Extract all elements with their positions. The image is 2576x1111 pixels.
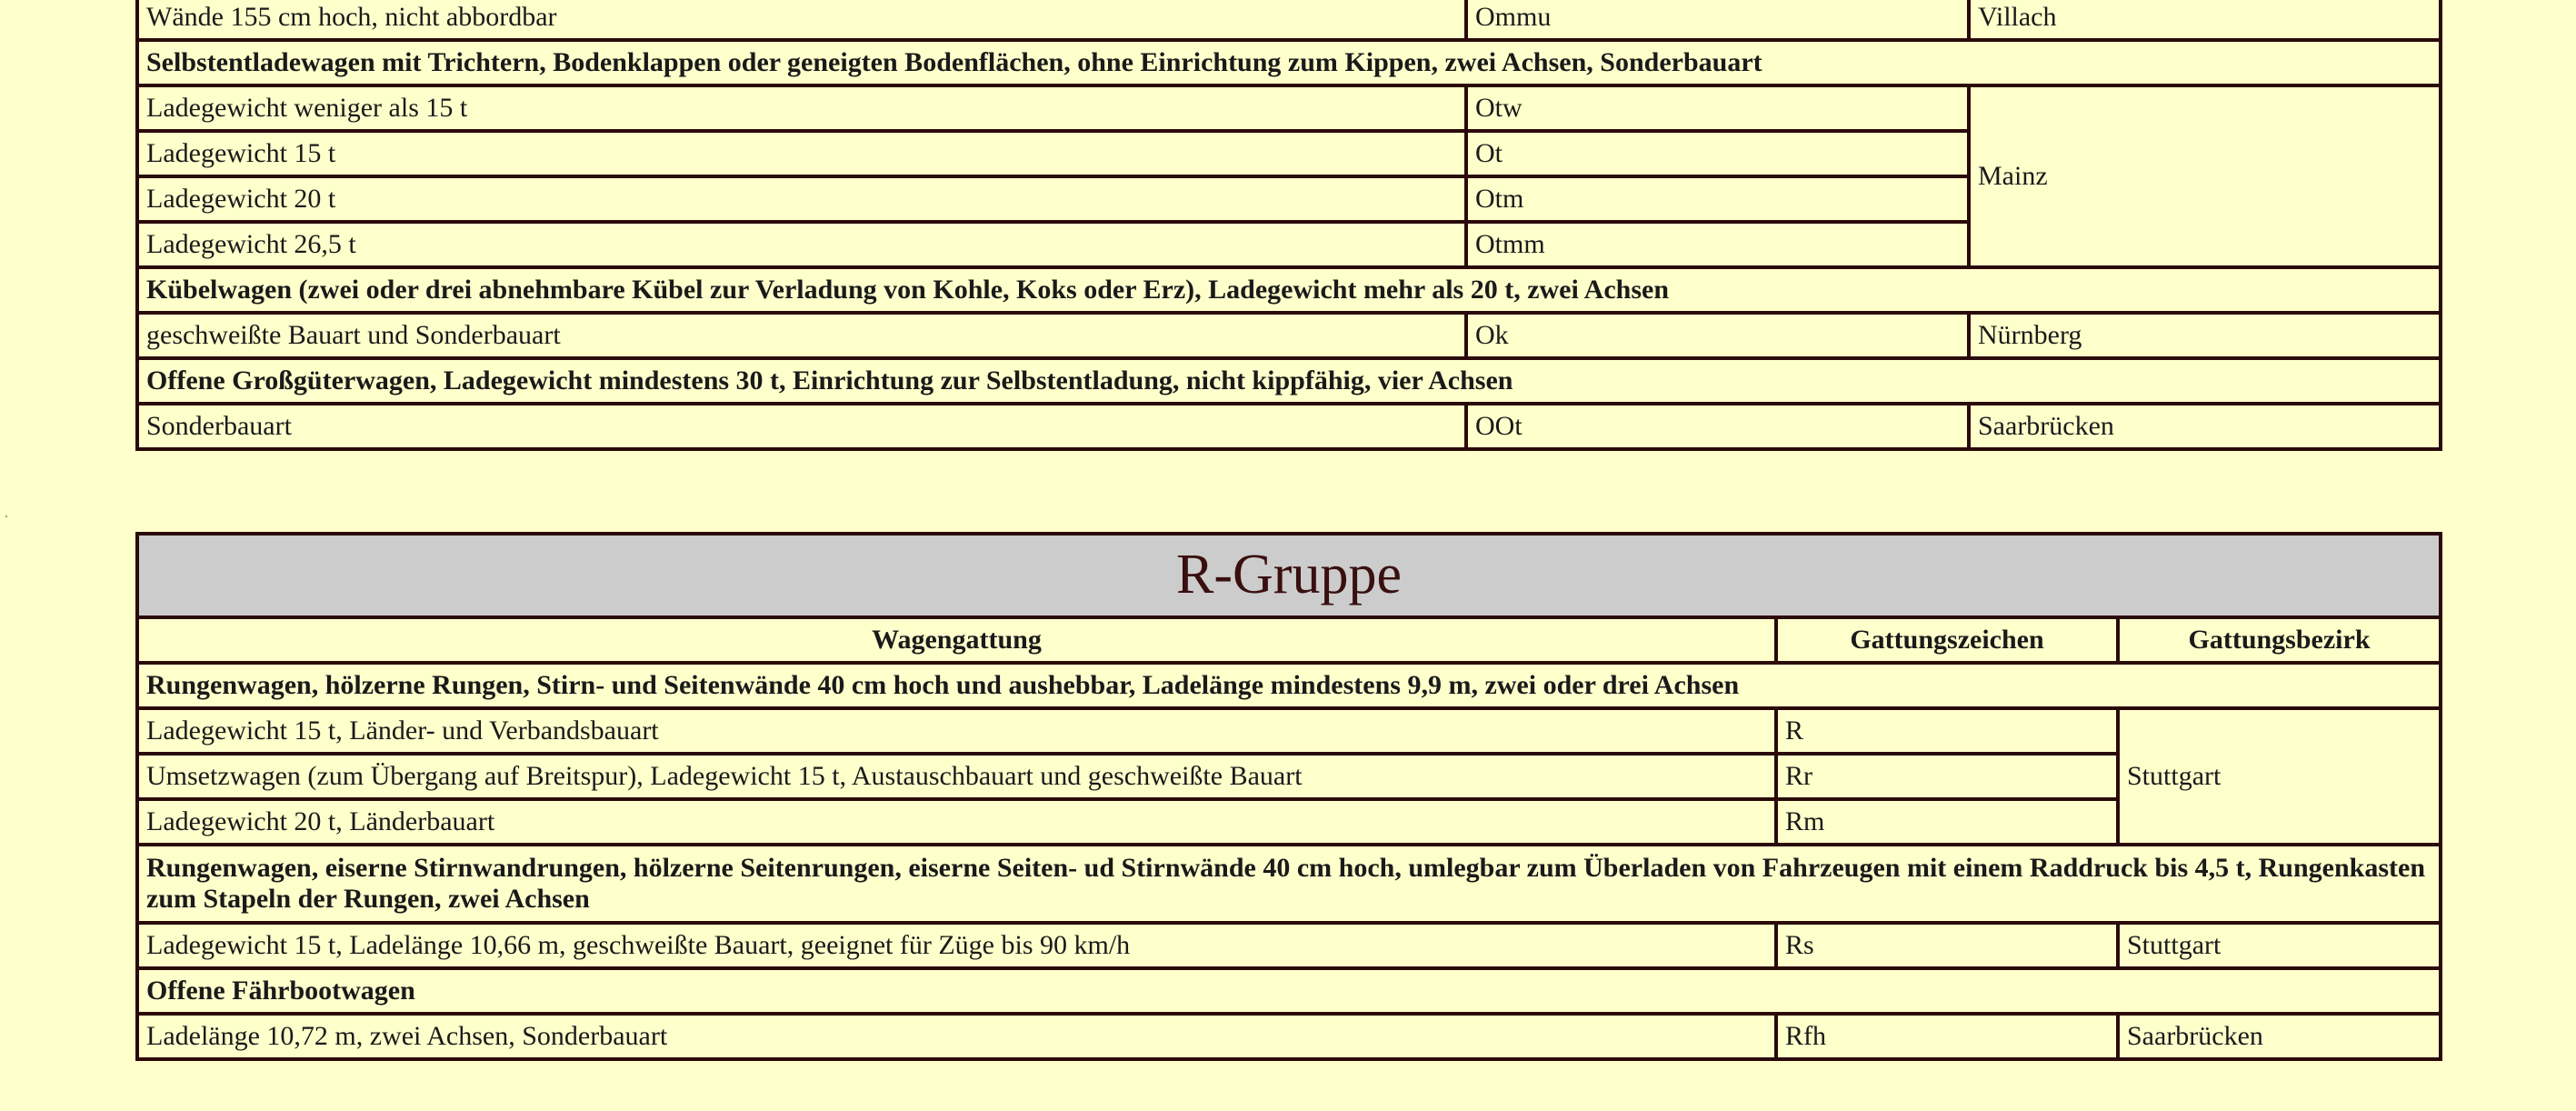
class-code: Rs	[1776, 923, 2118, 968]
section-heading: Offene Fährbootwagen	[137, 968, 2441, 1014]
column-header-wagon: Wagengattung	[137, 617, 1776, 663]
class-code: Otw	[1466, 85, 1969, 131]
section-heading: Selbstentladewagen mit Trichtern, Bodenklappen oder geneigten Bodenflächen, ohne Einrichtung zum Kippen, zwei Achsen, Sonderbauart	[137, 40, 2441, 85]
class-district: Stuttgart	[2118, 923, 2441, 968]
group-title: R-Gruppe	[137, 534, 2441, 617]
wagon-description: Ladegewicht 20 t	[137, 176, 1466, 222]
class-code: Otmm	[1466, 222, 1969, 267]
class-code: Ot	[1466, 131, 1969, 176]
wagon-description: Ladegewicht 15 t, Ladelänge 10,66 m, geschweißte Bauart, geeignet für Züge bis 90 km/h	[137, 923, 1776, 968]
wagon-description: Umsetzwagen (zum Übergang auf Breitspur), Ladegewicht 15 t, Austauschbauart und geschweißte Bauart	[137, 754, 1776, 799]
wagon-description: Ladegewicht 15 t, Länder- und Verbandsbauart	[137, 708, 1776, 754]
table-row	[137, 1014, 2441, 1059]
wagon-description: Ladegewicht weniger als 15 t	[137, 85, 1466, 131]
table-row	[137, 708, 2441, 754]
class-code: Rm	[1776, 799, 2118, 845]
class-district: Stuttgart	[2118, 708, 2441, 845]
column-header-row	[137, 617, 2441, 663]
section-row	[137, 968, 2441, 1014]
class-district: Mainz	[1969, 85, 2441, 267]
class-district: Villach	[1969, 0, 2441, 40]
section-heading: Offene Großgüterwagen, Ladegewicht mindestens 30 t, Einrichtung zur Selbstentladung, nicht kippfähig, vier Achsen	[137, 358, 2441, 404]
wagon-description: geschweißte Bauart und Sonderbauart	[137, 313, 1466, 358]
section-row	[137, 40, 2441, 85]
section-row	[137, 358, 2441, 404]
table-row	[137, 313, 2441, 358]
class-code: R	[1776, 708, 2118, 754]
table-row	[137, 754, 2441, 799]
section-row	[137, 267, 2441, 313]
class-code: Rfh	[1776, 1014, 2118, 1059]
section-row	[137, 663, 2441, 708]
o-group-table	[135, 0, 2442, 451]
r-group-table	[135, 532, 2442, 1061]
wagon-description: Wände 155 cm hoch, nicht abbordbar	[137, 0, 1466, 40]
table-row	[137, 923, 2441, 968]
class-district: Saarbrücken	[2118, 1014, 2441, 1059]
class-code: Rr	[1776, 754, 2118, 799]
class-code: Ommu	[1466, 0, 1969, 40]
table-row	[137, 799, 2441, 845]
section-heading: Rungenwagen, hölzerne Rungen, Stirn- und Seitenwände 40 cm hoch und aushebbar, Ladelänge mindestens 9,9 m, zwei oder drei Achsen	[137, 663, 2441, 708]
wagon-description: Ladegewicht 15 t	[137, 131, 1466, 176]
table-row	[137, 85, 2441, 131]
section-heading: Rungenwagen, eiserne Stirnwandrungen, hölzerne Seitenrungen, eiserne Seiten- ud Stirnwände 40 cm hoch, umlegbar zum Überladen von Fahrzeugen mit einem Raddruck bis 4,5 t, Rungenkasten zum Stapeln der Rungen, zwei Achsen	[137, 845, 2441, 923]
class-code: OOt	[1466, 404, 1969, 449]
section-row	[137, 845, 2441, 923]
table-row	[137, 404, 2441, 449]
wagon-description: Ladegewicht 26,5 t	[137, 222, 1466, 267]
class-code: Otm	[1466, 176, 1969, 222]
class-district: Nürnberg	[1969, 313, 2441, 358]
section-heading: Kübelwagen (zwei oder drei abnehmbare Kübel zur Verladung von Kohle, Koks oder Erz), Ladegewicht mehr als 20 t, zwei Achsen	[137, 267, 2441, 313]
class-district: Saarbrücken	[1969, 404, 2441, 449]
column-header-district: Gattungsbezirk	[2118, 617, 2441, 663]
wagon-description: Sonderbauart	[137, 404, 1466, 449]
table-row	[137, 0, 2441, 40]
wagon-description: Ladelänge 10,72 m, zwei Achsen, Sonderbauart	[137, 1014, 1776, 1059]
group-title-row	[137, 534, 2441, 617]
stray-dot	[5, 515, 7, 517]
class-code: Ok	[1466, 313, 1969, 358]
wagon-description: Ladegewicht 20 t, Länderbauart	[137, 799, 1776, 845]
column-header-code: Gattungszeichen	[1776, 617, 2118, 663]
